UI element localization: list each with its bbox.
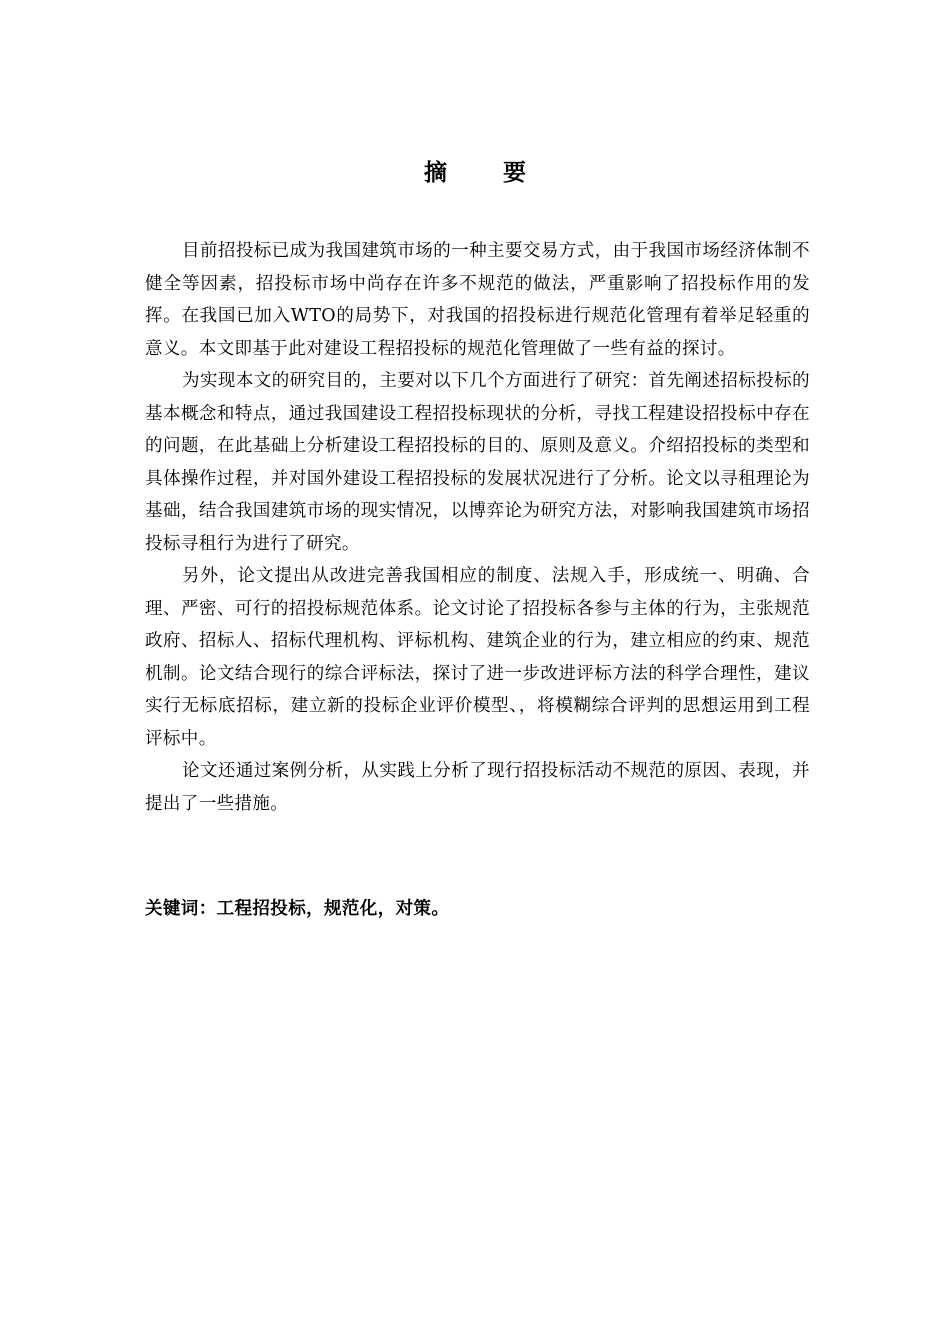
abstract-paragraph-2: 为实现本文的研究目的，主要对以下几个方面进行了研究：首先阐述招标投标的基本概念和特点，通过我国建设工程招投标现状的分析，寻找工程建设招投标中存在的问题，在此基础上分析建设工程招投标的目的、原则及意义。介绍招投标的类型和具体操作过程，并对国外建设工程招投标的发展状况进行了分析。论文以寻租理论为基础，结合我国建筑市场的现实情况，以博弈论为研究方法，对影响我国建筑市场招投标寻租行为进行了研究。 — [145, 371, 810, 554]
abstract-body — [145, 235, 810, 820]
abstract-paragraph-4: 论文还通过案例分析，从实践上分析了现行招投标活动不规范的原因、表现，并提出了一些措施。 — [145, 761, 810, 814]
abstract-paragraph-3: 另外，论文提出从改进完善我国相应的制度、法规入手，形成统一、明确、合理、严密、可行的招投标规范体系。论文讨论了招投标各参与主体的行为，主张规范政府、招标人、招标代理机构、评标机构、建筑企业的行为，建立相应的约束、规范机制。论文结合现行的综合评标法，探讨了进一步改进评标方法的科学合理性，建议实行无标底招标，建立新的投标企业评价模型、，将模糊综合评判的思想运用到工程评标中。 — [145, 566, 810, 749]
keywords-line: 关键词：工程招投标，规范化，对策。 — [145, 899, 450, 919]
abstract-title: 摘 要 — [423, 160, 550, 186]
abstract-paragraph-1: 目前招投标已成为我国建筑市场的一种主要交易方式，由于我国市场经济体制不健全等因素，招投标市场中尚存在许多不规范的做法，严重影响了招投标作用的发挥。在我国已加入WTO的局势下，对我国的招投标进行规范化管理有着举足轻重的意义。本文即基于此对建设工程招投标的规范化管理做了一些有益的探讨。 — [145, 241, 810, 359]
